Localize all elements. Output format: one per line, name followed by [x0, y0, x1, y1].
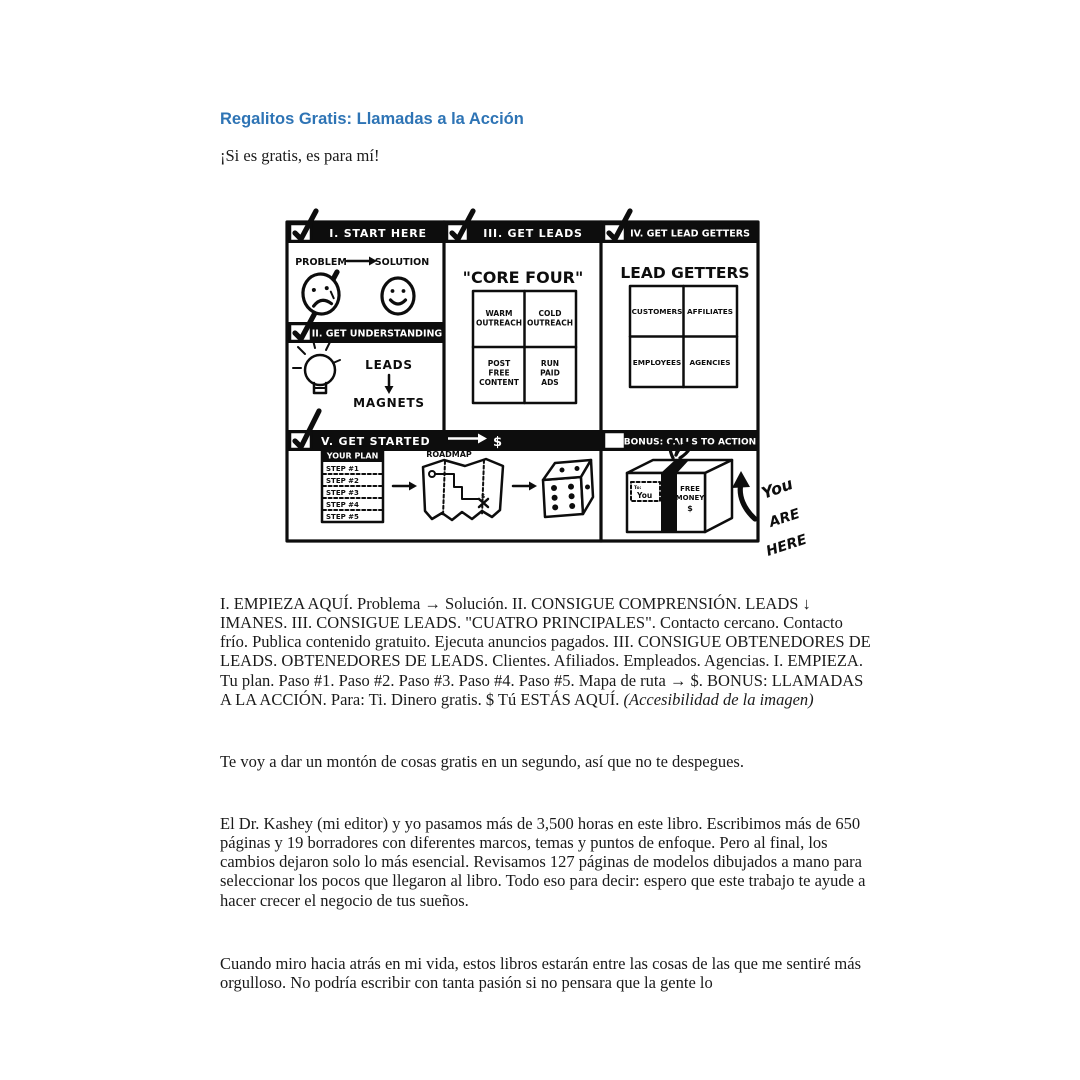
map-dollar: $ [481, 493, 486, 500]
cell-line: OUTREACH [475, 318, 523, 328]
cell-line: PAID [540, 368, 560, 378]
cell-line: OUTREACH [526, 318, 574, 328]
plan-step: STEP #2 [326, 477, 359, 485]
cell-line: FREE [488, 368, 510, 378]
cell-line: AFFILIATES [687, 307, 733, 316]
roadmap-icon [423, 459, 503, 520]
dice-icon [543, 460, 593, 517]
panel2-header: II. GET UNDERSTANDING [311, 328, 443, 340]
plan-step: STEP #5 [326, 513, 359, 521]
page-title: Regalitos Gratis: Llamadas a la Acción [220, 110, 524, 128]
plan-step: STEP #3 [326, 489, 359, 497]
intro-line: ¡Si es gratis, es para mí! [220, 146, 380, 165]
cell-line: CONTENT [479, 378, 519, 387]
cell-line: CUSTOMERS [631, 307, 683, 316]
cell-line: EMPLOYEES [632, 358, 682, 367]
magnets-label: MAGNETS [353, 396, 425, 410]
hook-paragraph: Te voy a dar un montón de cosas gratis en un segundo, así que no te despegues. [220, 751, 744, 771]
hand-drawn-roadmap-diagram [285, 208, 815, 563]
annotation-are: ARE [767, 505, 802, 531]
roadmap-label: ROADMAP [426, 450, 472, 459]
cell-line: POST [487, 359, 511, 368]
panel3-header: III. GET LEADS [483, 227, 583, 240]
leads-label: LEADS [365, 358, 413, 372]
panel4-header: IV. GET LEAD GETTERS [630, 228, 750, 240]
accessibility-text: I. EMPIEZA AQUÍ. Problema → Solución. II. CONSIGUE COMPRENSIÓN. LEADS ↓ IMANES. III. CONSIGUE LEADS. "CUATRO PRINCIPALES". Contacto cercano. Contacto frío. Publica contenido gratuito. Ejecuta anuncios pagados. III. CONSIGUE OBTENEDORES DE LEADS. OBTENEDORES DE LEADS. Clientes. Afiliados. Empleados. Agencias. I. EMPIEZA. Tu plan. Paso #1. Paso #2. Paso #3. Paso #4. Paso #5. Mapa de ruta → $. BONUS: LLAMADAS A LA ACCIÓN. Para: Ti. Dinero gratis. $ Tú ESTÁS AQUÍ. [220, 593, 871, 709]
panel5-header: V. GET STARTED [321, 435, 431, 448]
bonus-header: BONUS: CALLS TO ACTION [623, 437, 757, 448]
cell-line: ADS [541, 378, 559, 387]
problem-label: PROBLEM [295, 257, 347, 268]
annotation-here: HERE [764, 531, 809, 560]
gift-tag-to: To: [634, 486, 642, 491]
gift-line: MONEY [675, 494, 705, 502]
annotation-you: You [758, 473, 796, 503]
effort-paragraph: El Dr. Kashey (mi editor) y yo pasamos más de 3,500 horas en este libro. Escribimos más de 650 páginas y 19 borradores con diferentes marcos, temas y puntos de enfoque. Pero al final, los cambios dejaron solo lo más esencial. Revisamos 127 páginas de modelos dibujados a mano para seleccionar los pocos que llegaron al libro. Todo eso para decir: espero que este trabajo te ayude a hacer crecer el negocio de tus sueños. [220, 813, 866, 910]
plan-title: YOUR PLAN [326, 451, 379, 461]
panel1-header: I. START HERE [329, 227, 427, 240]
cell-line: WARM [485, 309, 513, 318]
accessibility-note: (Accesibilidad de la imagen) [623, 689, 814, 709]
gift-tag-you: You [637, 491, 653, 500]
cell-line: AGENCIES [689, 358, 731, 367]
cell-line: COLD [538, 309, 562, 318]
happy-face-icon [382, 278, 414, 314]
core-four-title: "CORE FOUR" [462, 268, 584, 287]
pride-paragraph: Cuando miro hacia atrás en mi vida, estos libros estarán entre las cosas de las que me sentiré más orgulloso. No podría escribir con tanta pasión si no pensara que la gente lo [220, 953, 862, 992]
lead-getters-title: LEAD GETTERS [620, 264, 750, 282]
image-accessibility-paragraph [220, 594, 872, 710]
checkbox-empty [604, 432, 625, 449]
cell-line: RUN [540, 359, 560, 368]
solution-label: SOLUTION [374, 257, 430, 268]
panel5-dollar: $ [493, 435, 503, 450]
your-plan-list [322, 448, 383, 522]
plan-step: STEP #1 [326, 465, 359, 473]
gift-line: $ [687, 504, 693, 513]
plan-step: STEP #4 [326, 501, 359, 509]
gift-line: FREE [680, 485, 700, 493]
